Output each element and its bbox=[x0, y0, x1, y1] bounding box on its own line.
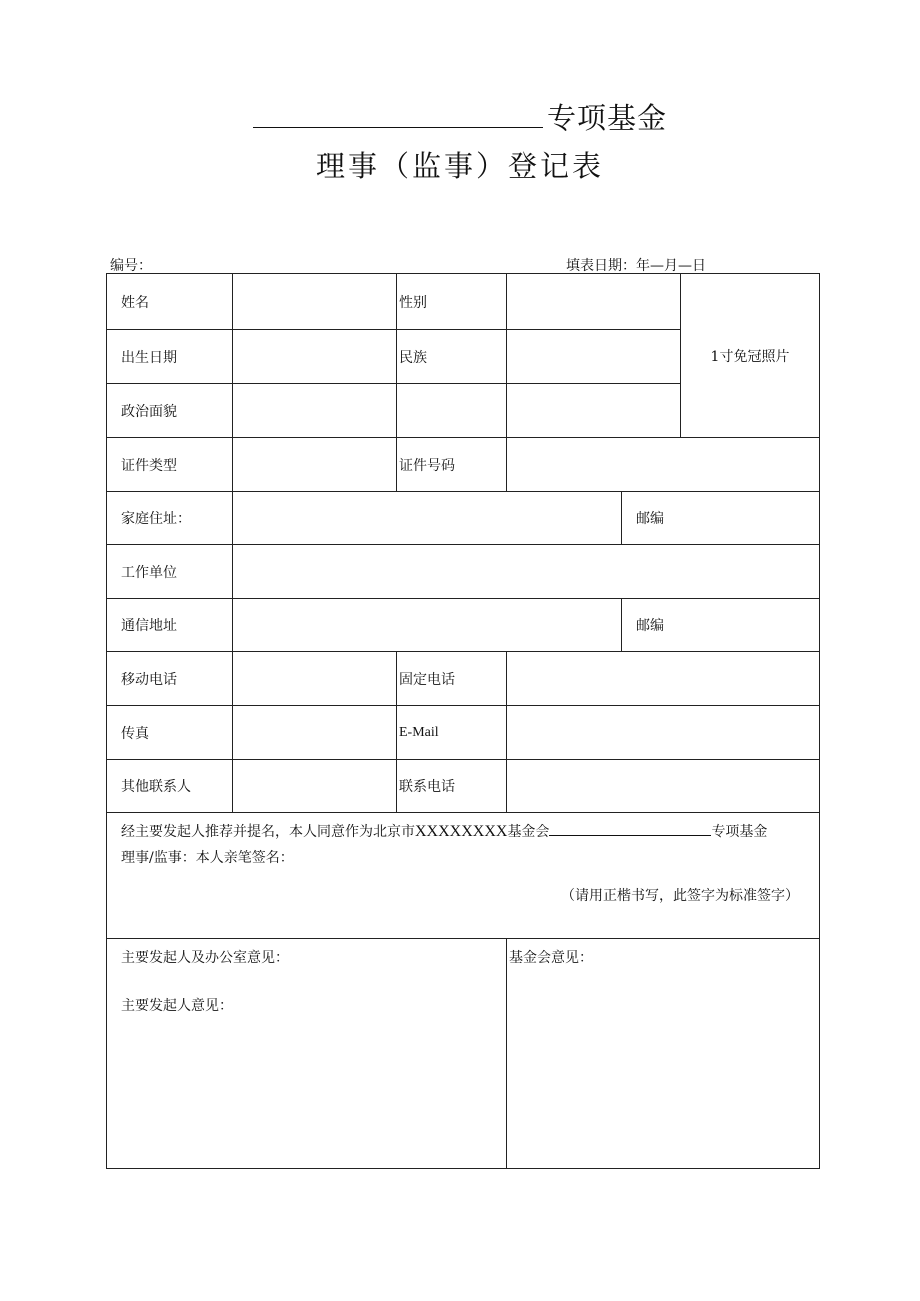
landline-input[interactable] bbox=[507, 652, 820, 706]
declaration-cell[interactable] bbox=[107, 813, 820, 939]
form-title-line1 bbox=[0, 96, 920, 137]
foundation-opinion-label: 基金会意见： bbox=[509, 950, 593, 966]
form-title-line2: 理事（监事）登记表 bbox=[315, 149, 604, 183]
landline-label: 固定电话 bbox=[397, 652, 507, 706]
fax-input[interactable] bbox=[233, 706, 397, 760]
political-status-label: 政治面貌 bbox=[107, 384, 233, 438]
id-type-input[interactable] bbox=[233, 438, 397, 492]
fill-date-label: 填表日期：年—月—日 bbox=[566, 258, 706, 274]
id-type-label: 证件类型 bbox=[107, 438, 233, 492]
postal-code-cell[interactable]: 邮编 bbox=[622, 599, 820, 652]
fund-name-blank[interactable] bbox=[549, 821, 711, 836]
signature-note: （请用正楷书写，此签字为标准签字） bbox=[561, 888, 799, 904]
birth-date-label: 出生日期 bbox=[107, 330, 233, 384]
political-status-input[interactable] bbox=[233, 384, 397, 438]
gender-input[interactable] bbox=[507, 274, 681, 330]
email-input[interactable] bbox=[507, 706, 820, 760]
mailing-address-label: 通信地址 bbox=[107, 599, 233, 652]
contact-phone-label: 联系电话 bbox=[397, 760, 507, 813]
name-label: 姓名 bbox=[107, 274, 233, 330]
initiator-opinion-cell[interactable] bbox=[107, 939, 507, 1169]
mobile-label: 移动电话 bbox=[107, 652, 233, 706]
initiator-office-opinion-label: 主要发起人及办公室意见： bbox=[121, 950, 289, 966]
blank-cell[interactable] bbox=[397, 384, 507, 438]
declaration-line2: 理事/监事：本人亲笔签名： bbox=[121, 850, 294, 866]
home-address-input[interactable] bbox=[233, 492, 622, 545]
ethnicity-input[interactable] bbox=[507, 330, 681, 384]
fund-title-suffix: 专项基金 bbox=[546, 101, 667, 135]
contact-phone-input[interactable] bbox=[507, 760, 820, 813]
ethnicity-label: 民族 bbox=[397, 330, 507, 384]
id-number-label: 证件号码 bbox=[397, 438, 507, 492]
workplace-input[interactable] bbox=[233, 545, 820, 599]
other-contact-input[interactable] bbox=[233, 760, 397, 813]
blank-cell[interactable] bbox=[507, 384, 681, 438]
fax-label: 传真 bbox=[107, 706, 233, 760]
registration-table bbox=[106, 273, 820, 1169]
initiator-opinion-label: 主要发起人意见： bbox=[121, 998, 233, 1014]
photo-box[interactable]: 1寸免冠照片 bbox=[681, 274, 820, 438]
birth-date-input[interactable] bbox=[233, 330, 397, 384]
home-address-label: 家庭住址： bbox=[107, 492, 233, 545]
email-label: E-Mail bbox=[397, 706, 507, 760]
form-number-label: 编号： bbox=[110, 258, 152, 274]
id-number-input[interactable] bbox=[507, 438, 820, 492]
foundation-opinion-cell[interactable] bbox=[507, 939, 820, 1169]
mobile-input[interactable] bbox=[233, 652, 397, 706]
other-contact-label: 其他联系人 bbox=[107, 760, 233, 813]
workplace-label: 工作单位 bbox=[107, 545, 233, 599]
fund-name-blank[interactable] bbox=[253, 101, 543, 128]
postal-code-cell[interactable]: 邮编 bbox=[622, 492, 820, 545]
mailing-address-input[interactable] bbox=[233, 599, 622, 652]
gender-label: 性别 bbox=[397, 274, 507, 330]
name-input[interactable] bbox=[233, 274, 397, 330]
declaration-line1: 经主要发起人推荐并提名，本人同意作为北京市XXXXXXXX基金会 专项基金 bbox=[121, 823, 768, 840]
